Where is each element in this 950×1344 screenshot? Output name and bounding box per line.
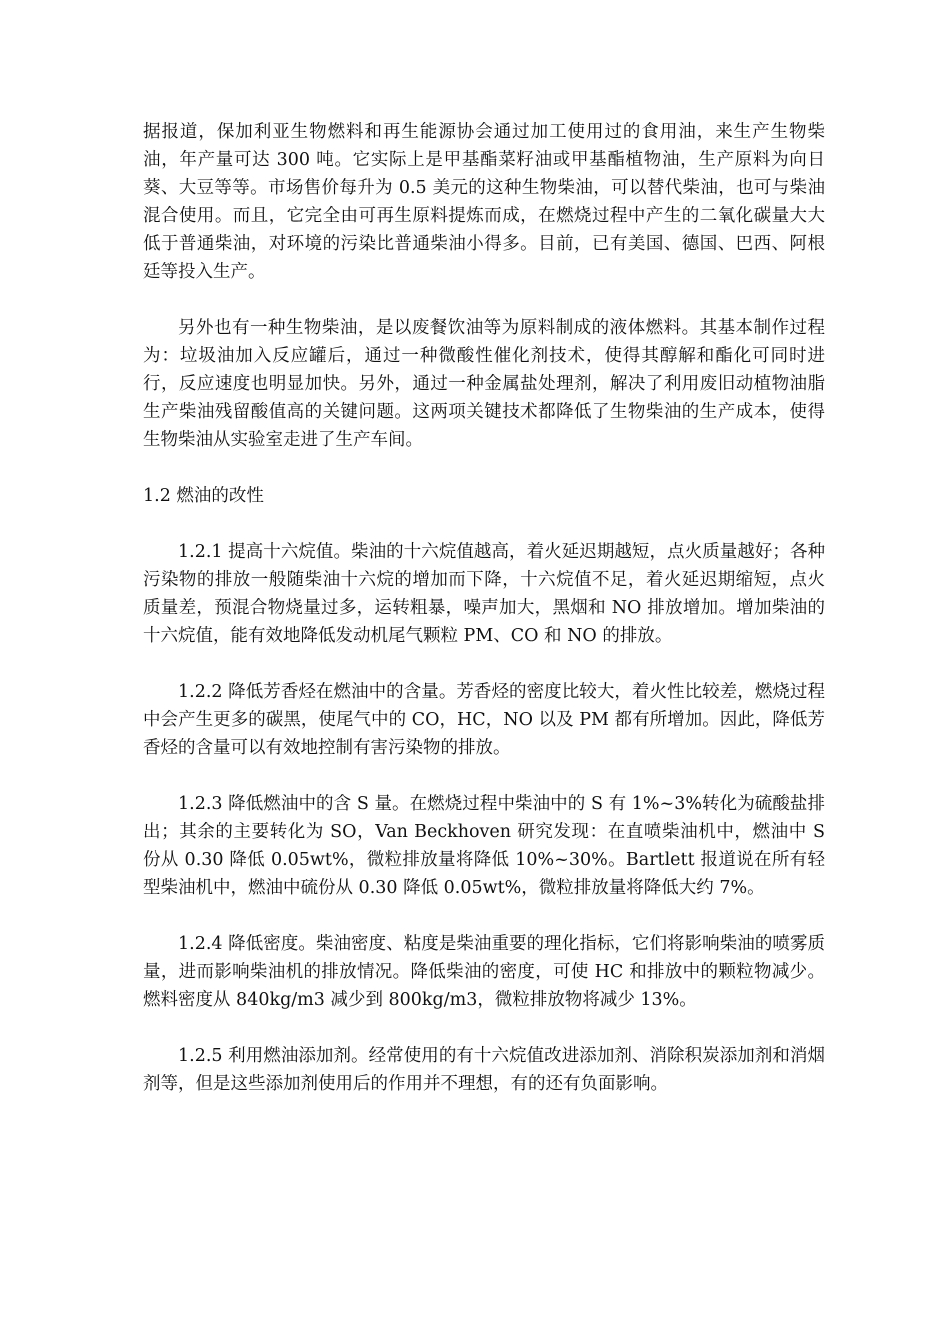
item-paragraph-1-2-4: 1.2.4 降低密度。柴油密度、粘度是柴油重要的理化指标，它们将影响柴油的喷雾质量，进而影响柴油机的排放情况。降低柴油的密度，可使 HC 和排放中的颗粒物减少。燃料密度从 840kg/m3 减少到 800kg/m3，微粒排放物将减少 13%。 (143, 934, 825, 1010)
item-paragraph-1-2-3: 1.2.3 降低燃油中的含 S 量。在燃烧过程中柴油中的 S 有 1%~3%转化为硫酸盐排出；其余的主要转化为 SO，Van Beckhoven 研究发现：在直喷柴油机中，燃油中 S 份从 0.30 降低 0.05wt%，微粒排放量将降低 10%~30%。Bartlett 报道说在所有轻型柴油机中，燃油中硫份从 0.30 降低 0.05wt%，微粒排放量将降低大约 7%。 (143, 794, 825, 898)
item-paragraph-1-2-2: 1.2.2 降低芳香烃在燃油中的含量。芳香烃的密度比较大，着火性比较差，燃烧过程中会产生更多的碳黑，使尾气中的 CO，HC，NO 以及 PM 都有所增加。因此，降低芳香烃的含量可以有效地控制有害污染物的排放。 (143, 682, 825, 758)
intro-paragraph-2: 另外也有一种生物柴油，是以废餐饮油等为原料制成的液体燃料。其基本制作过程为：垃圾油加入反应罐后，通过一种微酸性催化剂技术，使得其醇解和酯化可同时进行，反应速度也明显加快。另外，通过一种金属盐处理剂，解决了利用废旧动植物油脂生产柴油残留酸值高的关键问题。这两项关键技术都降低了生物柴油的生产成本，使得生物柴油从实验室走进了生产车间。 (143, 318, 825, 450)
item-paragraph-1-2-5: 1.2.5 利用燃油添加剂。经常使用的有十六烷值改进添加剂、消除积炭添加剂和消烟剂等，但是这些添加剂使用后的作用并不理想，有的还有负面影响。 (143, 1046, 825, 1094)
item-paragraph-1-2-1: 1.2.1 提高十六烷值。柴油的十六烷值越高，着火延迟期越短，点火质量越好；各种污染物的排放一般随柴油十六烷的增加而下降，十六烷值不足，着火延迟期缩短，点火质量差，预混合物烧量过多，运转粗暴，噪声加大，黑烟和 NO 排放增加。增加柴油的十六烷值，能有效地降低发动机尾气颗粒 PM、CO 和 NO 的排放。 (143, 542, 825, 646)
intro-paragraph-1: 据报道，保加利亚生物燃料和再生能源协会通过加工使用过的食用油，来生产生物柴油，年产量可达 300 吨。它实际上是甲基酯菜籽油或甲基酯植物油，生产原料为向日葵、大豆等等。市场售价每升为 0.5 美元的这种生物柴油，可以替代柴油，也可与柴油混合使用。而且，它完全由可再生原料提炼而成，在燃烧过程中产生的二氧化碳量大大低于普通柴油，对环境的污染比普通柴油小得多。目前，已有美国、德国、巴西、阿根廷等投入生产。 (143, 122, 825, 282)
document-body (143, 118, 825, 1126)
section-heading: 1.2 燃油的改性 (143, 486, 264, 506)
